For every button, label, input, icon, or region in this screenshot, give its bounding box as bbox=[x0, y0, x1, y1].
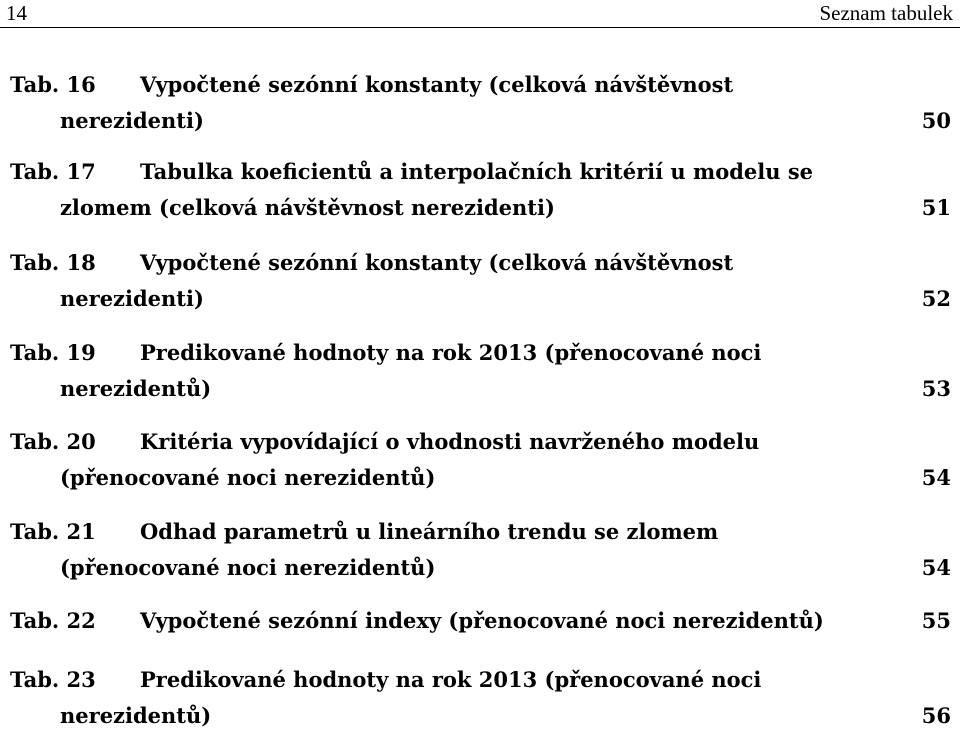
entry-page: 51 bbox=[921, 195, 951, 220]
page-header bbox=[0, 0, 960, 28]
entry-label: Tab. 22 bbox=[10, 608, 96, 633]
entry-page: 50 bbox=[921, 108, 951, 133]
entry-title: Odhad parametrů u lineárního trendu se zlomem (přenocované noci nerezidentů) bbox=[60, 519, 719, 580]
entry-label: Tab. 17 bbox=[10, 159, 96, 184]
entry-title: Vypočtené sezónní konstanty (celková návštěvnost nerezidenti) bbox=[60, 72, 734, 133]
entry-title: Predikované hodnoty na rok 2013 (přenocované noci nerezidentů) bbox=[60, 667, 762, 728]
entry-title: Kritéria vypovídající o vhodnosti navrženého modelu (přenocované noci nerezidentů) bbox=[60, 429, 760, 490]
entry-page: 52 bbox=[921, 286, 951, 311]
entry-page: 53 bbox=[921, 376, 951, 401]
entry-title: Vypočtené sezónní indexy (přenocované noci nerezidentů) bbox=[140, 608, 824, 633]
entry-page: 54 bbox=[921, 465, 951, 490]
entry-page: 54 bbox=[921, 555, 951, 580]
entry-label: Tab. 21 bbox=[10, 519, 96, 544]
entry-title: Tabulka koeficientů a interpolačních kritérií u modelu se zlomem (celková návštěvnost nerezidenti) bbox=[60, 159, 814, 220]
entry-label: Tab. 19 bbox=[10, 340, 96, 365]
entry-page: 55 bbox=[921, 608, 951, 633]
entry-label: Tab. 23 bbox=[10, 667, 96, 692]
section-title: Seznam tabulek bbox=[819, 1, 953, 25]
entry-label: Tab. 20 bbox=[10, 429, 96, 454]
entry-label: Tab. 18 bbox=[10, 250, 96, 275]
page-number: 14 bbox=[6, 1, 27, 25]
entry-title: Predikované hodnoty na rok 2013 (přenocované noci nerezidentů) bbox=[60, 340, 762, 401]
entry-label: Tab. 16 bbox=[10, 72, 96, 97]
entry-title: Vypočtené sezónní konstanty (celková návštěvnost nerezidenti) bbox=[60, 250, 734, 311]
entry-page: 56 bbox=[921, 703, 951, 728]
